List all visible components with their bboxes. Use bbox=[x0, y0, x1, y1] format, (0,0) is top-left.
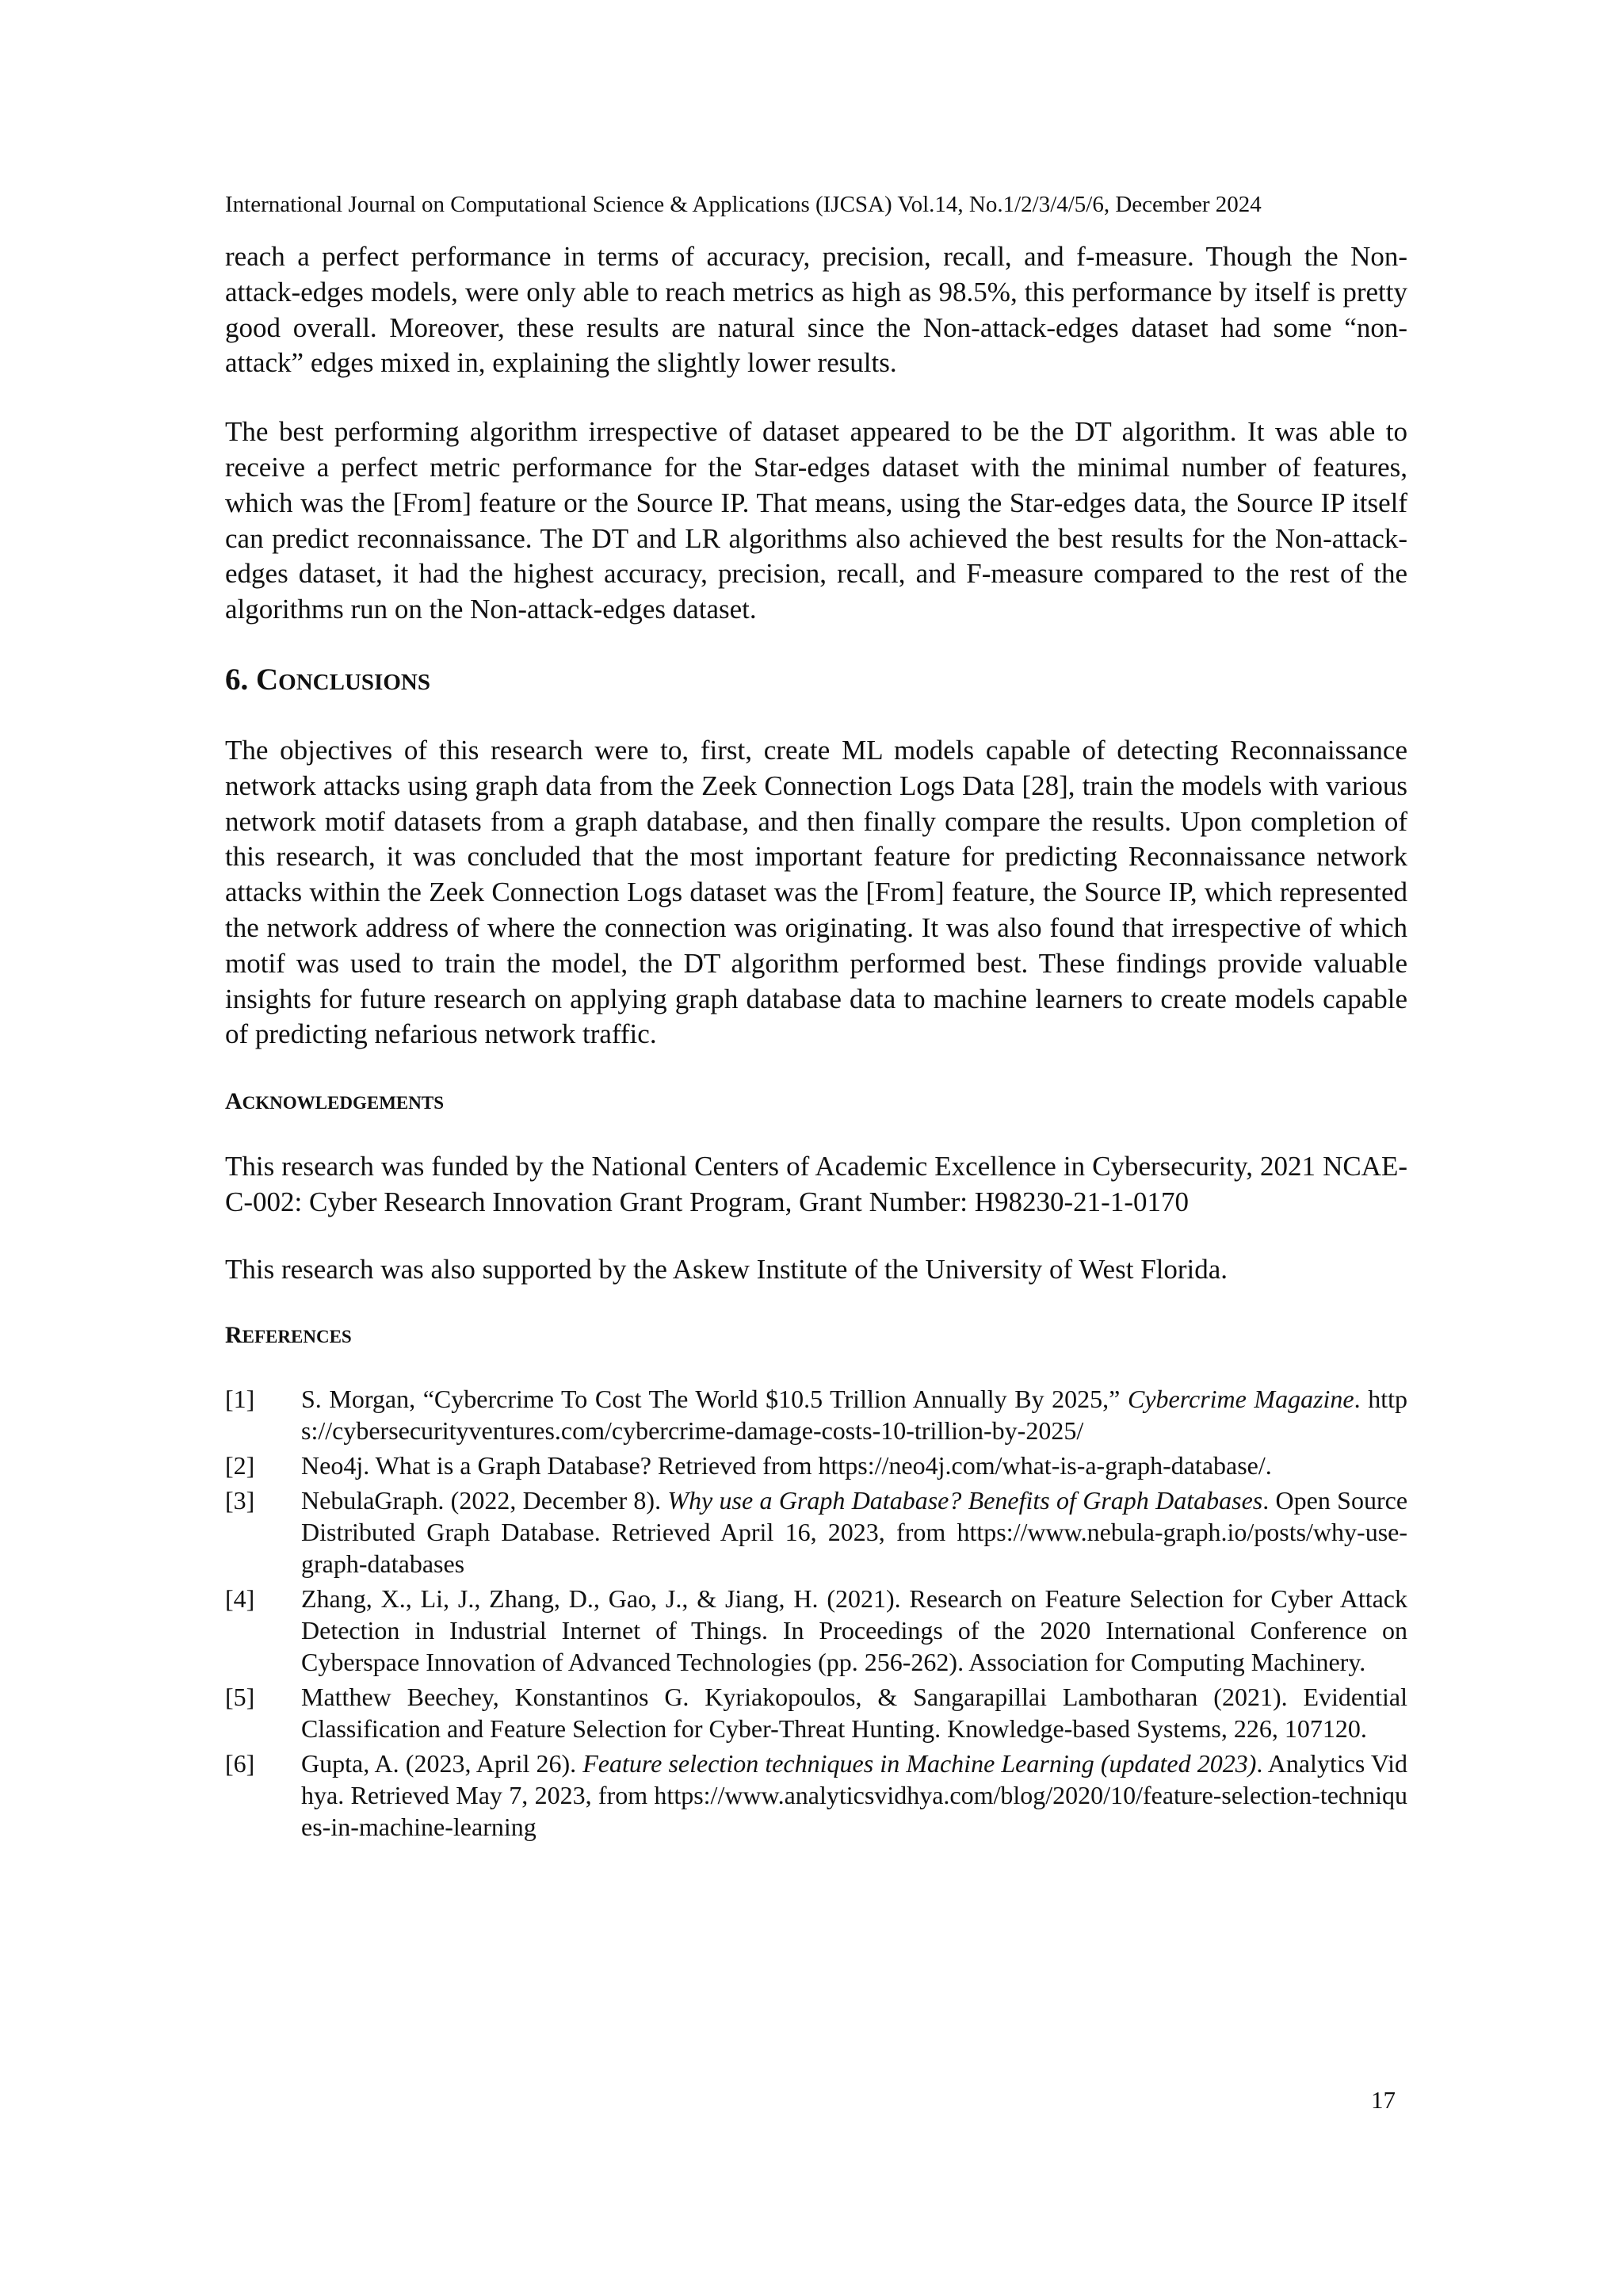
reference-text-part: . Open Source Distributed Graph Database. Retrieved April 16, 2023, from https://www.nebula-graph.io/posts/why-use-graph-databases bbox=[301, 1485, 1408, 1578]
acknowledgements-heading-initial: A bbox=[225, 1088, 242, 1115]
reference-item bbox=[225, 1681, 1407, 1744]
conclusions-heading-number: 6. bbox=[225, 662, 256, 697]
reference-text-part: Neo4j. What is a Graph Database? Retrieved from https://neo4j.com/what-is-a-graph-database/. bbox=[301, 1450, 1272, 1480]
reference-text-part: NebulaGraph. (2022, December 8). bbox=[301, 1485, 668, 1515]
reference-item bbox=[225, 1484, 1407, 1580]
reference-number: [6] bbox=[225, 1748, 255, 1778]
reference-text bbox=[301, 1748, 1407, 1843]
reference-number: [2] bbox=[225, 1450, 255, 1480]
reference-text bbox=[301, 1450, 1407, 1481]
acknowledgements-paragraph-1: This research was funded by the National Centers of Academic Excellence in Cybersecurity, 2021 NCAE-C-002: Cyber Research Innovation Grant Program, Grant Number: H98230-21-1-0170 bbox=[225, 1151, 1407, 1217]
reference-title-italic: Why use a Graph Database? Benefits of Graph Databases bbox=[667, 1485, 1263, 1515]
reference-item bbox=[225, 1748, 1407, 1843]
reference-item bbox=[225, 1450, 1407, 1481]
references-heading-rest: EFERENCES bbox=[242, 1326, 352, 1347]
reference-item bbox=[225, 1383, 1407, 1446]
references-heading-initial: R bbox=[225, 1321, 242, 1348]
references-heading bbox=[225, 1320, 1407, 1353]
running-header: International Journal on Computational Science & Applications (IJCSA) Vol.14, No.1/2/3/4/5/6, December 2024 bbox=[225, 192, 1262, 217]
reference-text bbox=[301, 1383, 1407, 1446]
acknowledgements-heading bbox=[225, 1086, 1407, 1119]
reference-number: [3] bbox=[225, 1485, 255, 1515]
reference-number: [5] bbox=[225, 1682, 255, 1711]
acknowledgements-heading-rest: CKNOWLEDGEMENTS bbox=[242, 1093, 444, 1114]
reference-item bbox=[225, 1583, 1407, 1678]
reference-text-part: . https://cybersecurityventures.com/cybercrime-damage-costs-10-trillion-by-2025/ bbox=[301, 1384, 1408, 1445]
results-paragraph-2: The best performing algorithm irrespective of dataset appeared to be the DT algorithm. It was able to receive a perfect metric performance for the Star-edges dataset with the minimal number of features, which was the [From] feature or the Source IP. That means, using the Star-edges data, the Source IP itself can predict reconnaissance. The DT and LR algorithms also achieved the best results for the Non-attack-edges dataset, it had the highest accuracy, precision, recall, and F-measure compared to the rest of the algorithms run on the Non-attack-edges dataset. bbox=[225, 416, 1407, 625]
results-paragraph-1: reach a perfect performance in terms of accuracy, precision, recall, and f-measure. Though the Non-attack-edges models, were only able to reach metrics as high as 98.5%, this performance by itself is pretty good overall. Moreover, these results are natural since the Non-attack-edges dataset had some “non-attack” edges mixed in, explaining the slightly lower results. bbox=[225, 241, 1407, 379]
reference-text bbox=[301, 1484, 1407, 1580]
reference-title-italic: Cybercrime Magazine bbox=[1127, 1384, 1354, 1413]
reference-text bbox=[301, 1681, 1407, 1744]
reference-number: [1] bbox=[225, 1384, 255, 1413]
reference-text-part: Matthew Beechey, Konstantinos G. Kyriakopoulos, & Sangarapillai Lambotharan (2021). Evidential Classification and Feature Selection for Cyber-Threat Hunting. Knowledge-based Systems, 226, 107120. bbox=[301, 1682, 1407, 1743]
reference-number: [4] bbox=[225, 1584, 255, 1613]
reference-text-part: S. Morgan, “Cybercrime To Cost The World $10.5 Trillion Annually By 2025,” bbox=[301, 1384, 1128, 1413]
reference-text-part: Gupta, A. (2023, April 26). bbox=[301, 1748, 583, 1778]
reference-text-part: . Analytics Vidhya. Retrieved May 7, 2023, from https://www.analyticsvidhya.com/blog/2020/10/feature-selection-techniques-in-machine-learning bbox=[301, 1748, 1408, 1841]
acknowledgements-paragraph-2: This research was also supported by the Askew Institute of the University of West Florida. bbox=[225, 1253, 1228, 1285]
reference-title-italic: Feature selection techniques in Machine Learning (updated 2023) bbox=[582, 1748, 1257, 1778]
page-number: 17 bbox=[1371, 2086, 1396, 2114]
conclusions-heading-rest: ONCLUSIONS bbox=[278, 669, 430, 695]
conclusions-heading bbox=[225, 661, 1407, 701]
page-content bbox=[225, 190, 1407, 1846]
conclusions-heading-initial: C bbox=[256, 662, 279, 697]
reference-list bbox=[225, 1383, 1407, 1843]
conclusions-paragraph: The objectives of this research were to, first, create ML models capable of detecting Reconnaissance network attacks using graph data from the Zeek Connection Logs Data [28], train the models with various network motif datasets from a graph database, and then finally compare the results. Upon completion of this research, it was concluded that the most important feature for predicting Reconnaissance network attacks within the Zeek Connection Logs dataset was the [From] feature, the Source IP, which represented the network address of where the connection was originating. It was also found that irrespective of which motif was used to train the model, the DT algorithm performed best. These findings provide valuable insights for future research on applying graph database data to machine learners to create models capable of predicting nefarious network traffic. bbox=[225, 734, 1407, 1050]
reference-text bbox=[301, 1583, 1407, 1678]
reference-text-part: Zhang, X., Li, J., Zhang, D., Gao, J., & Jiang, H. (2021). Research on Feature Selection for Cyber Attack Detection in Industrial Internet of Things. In Proceedings of the 2020 International Conference on Cyberspace Innovation of Advanced Technologies (pp. 256-262). Association for Computing Machinery. bbox=[301, 1584, 1407, 1676]
